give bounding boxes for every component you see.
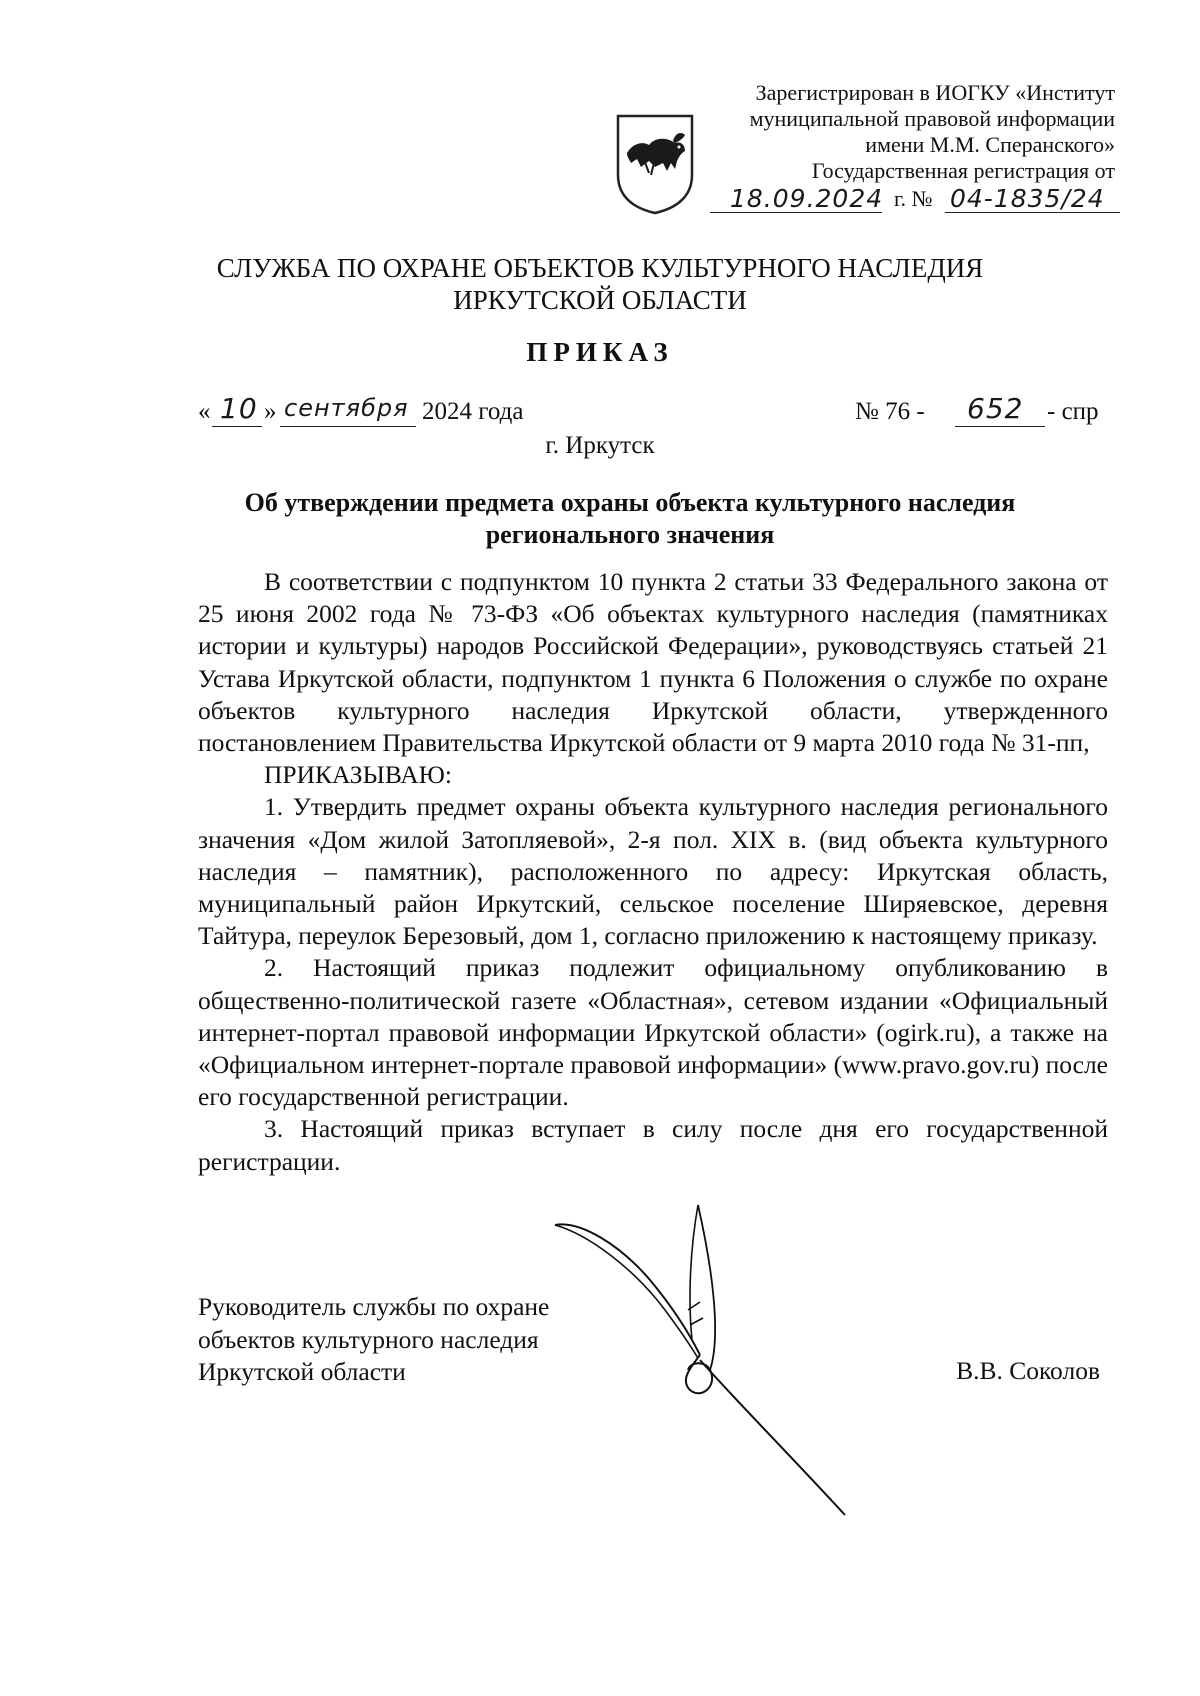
signatory-line-3: Иркутской области	[198, 1357, 406, 1386]
order-number	[855, 392, 1105, 432]
registration-line-4: Государственная регистрация от	[811, 158, 1115, 183]
registration-stamp	[720, 80, 1115, 184]
registration-line-2: муниципальной правовой информации	[749, 106, 1115, 131]
signatory-name: В.В. Соколов	[956, 1356, 1100, 1385]
signatory-line-2: объектов культурного наследия	[198, 1324, 539, 1354]
order-item-3: 3. Настоящий приказ вступает в силу после дня его государственной регистрации.	[198, 1114, 1108, 1176]
order-day: 10	[220, 392, 258, 425]
subject-line-1: Об утверждении предмета охраны объекта культурного наследия	[244, 488, 1016, 517]
order-year: 2024 года	[422, 398, 524, 425]
irkutsk-coat-of-arms-icon	[615, 113, 695, 215]
signatory-title	[198, 1291, 549, 1389]
document-type: ПРИКАЗ	[526, 337, 674, 367]
order-month: сентября	[284, 394, 409, 422]
order-number-value: 652	[967, 392, 1024, 425]
handwritten-signature	[540, 1190, 900, 1520]
subject-line-2: регионального значения	[485, 520, 775, 549]
order-item-1: 1. Утвердить предмет охраны объекта культурного наследия регионального значения «Дом жилой Затопляевой», 2-я пол. XIX в. (вид объекта культурного наследия – памятник), расположенного по адресу: Иркутская область, муниципальный район Иркутский, сельское поселение Ширяевское, деревня Тайтура, переулок Березовый, дом 1, согласно приложению к настоящему приказу.	[198, 792, 1108, 951]
order-date	[198, 392, 558, 432]
registration-line-3: имени М.М. Сперанского»	[865, 132, 1115, 157]
order-subject	[200, 487, 1060, 551]
date-close-quote: »	[264, 398, 277, 425]
agency-name-line-1: СЛУЖБА ПО ОХРАНЕ ОБЪЕКТОВ КУЛЬТУРНОГО НАСЛЕДИЯ	[216, 253, 984, 283]
signatory-line-1: Руководитель службы по охране	[198, 1292, 550, 1321]
registration-date: 18.09.2024	[730, 184, 884, 213]
order-body	[198, 566, 1108, 1178]
order-command: ПРИКАЗЫВАЮ:	[264, 760, 452, 790]
order-number-suffix: - спр	[1047, 398, 1099, 425]
order-item-2: 2. Настоящий приказ подлежит официальному опубликованию в общественно-политической газете «Областная», сетевом издании «Официальный интернет-портал правовой информации Иркутской области» (ogirk.ru), а также на «Официальном интернет-портале правовой информации» (www.pravo.gov.ru) после его государственной регистрации.	[198, 953, 1108, 1112]
order-number-prefix: № 76 -	[855, 398, 925, 425]
preamble-paragraph: В соответствии с подпунктом 10 пункта 2 статьи 33 Федерального закона от 25 июня 2002 года № 73-ФЗ «Об объектах культурного наследия (памятниках истории и культуры) народов Российской Федерации», руководствуясь статьей 21 Устава Иркутской области, подпунктом 1 пункта 6 Положения о службе по охране объектов культурного наследия Иркутской области, утвержденного постановлением Правительства Иркутской области от 9 марта 2010 года № 31-пп,	[198, 567, 1108, 758]
agency-name-line-2: ИРКУТСКОЙ ОБЛАСТИ	[453, 285, 747, 315]
registration-number-prefix: г. №	[894, 186, 933, 211]
registration-number: 04-1835/24	[950, 184, 1105, 213]
registration-fill-row	[710, 184, 1120, 216]
registration-line-1: Зарегистрирован в ИОГКУ «Институт	[755, 80, 1115, 105]
order-city: г. Иркутск	[545, 432, 655, 459]
date-open-quote: «	[198, 398, 211, 425]
